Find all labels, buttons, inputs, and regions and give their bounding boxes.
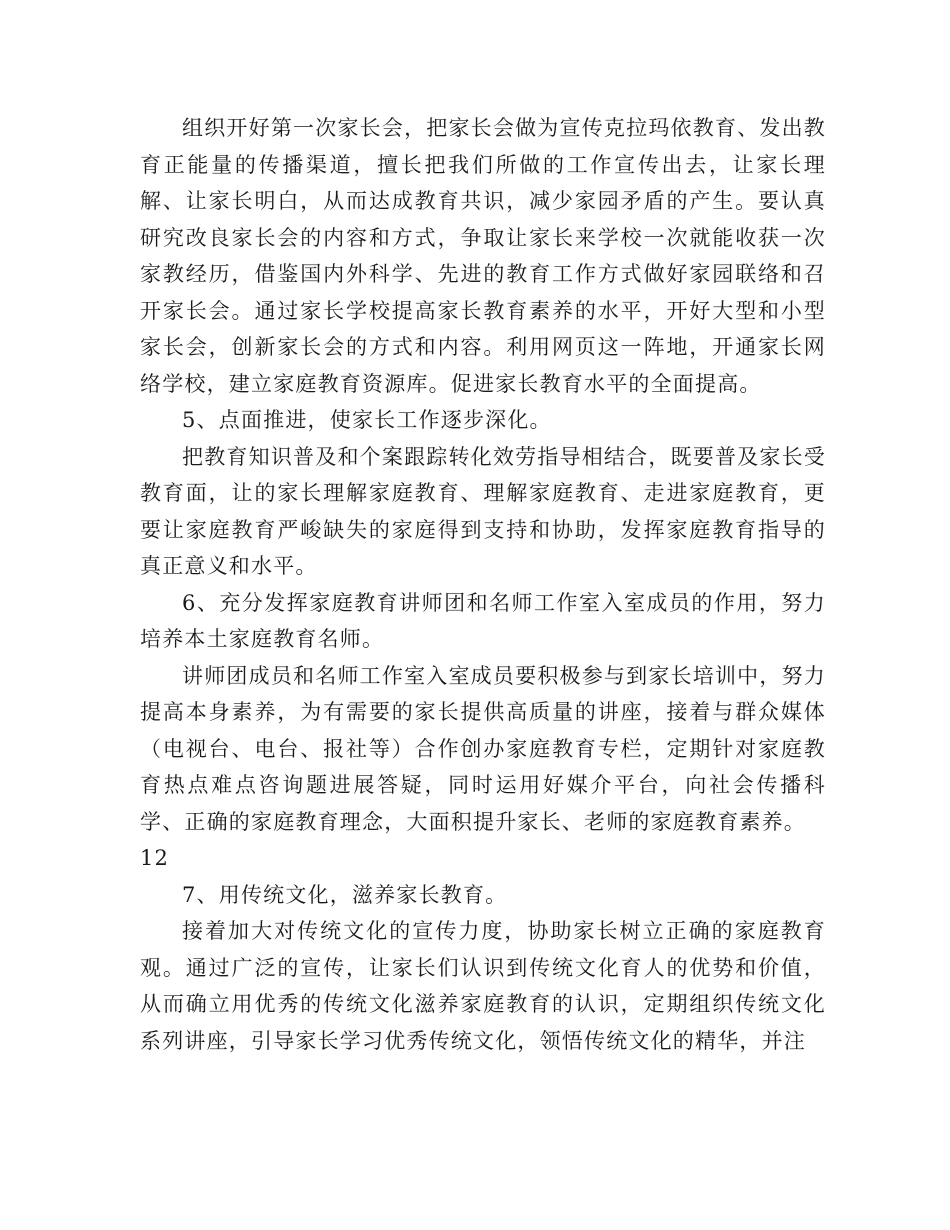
paragraph-knowledge-guidance: 把教育知识普及和个案跟踪转化效劳指导相结合，既要普及家长受教育面，让的家长理解家庭教育、理解家庭教育、走进家庭教育，更要让家庭教育严峻缺失的家庭得到支持和协助，发挥家庭教育指导的真正意义和水平。 — [140, 444, 826, 578]
paragraph-traditional-culture: 接着加大对传统文化的宣传力度，协助家长树立正确的家庭教育观。通过广泛的宣传，让家长们认识到传统文化育人的优势和价值，从而确立用优秀的传统文化滋养家庭教育的认识，定期组织传统文化系列讲座，引导家长学习优秀传统文化，领悟传统文化的精华，并注 — [140, 919, 826, 1053]
document-body — [140, 110, 826, 1059]
paragraph-parent-meeting: 组织开好第一次家长会，把家长会做为宣传克拉玛依教育、发出教育正能量的传播渠道，擅长把我们所做的工作宣传出去，让家长理解、让家长明白，从而达成教育共识，减少家园矛盾的产生。要认真研究改良家长会的内容和方式，争取让家长来学校一次就能收获一次家教经历，借鉴国内外科学、先进的教育工作方式做好家园联络和召开家长会。通过家长学校提高家长教育素养的水平，开好大型和小型家长会，创新家长会的方式和内容。利用网页这一阵地，开通家长网络学校，建立家庭教育资源库。促进家长教育水平的全面提高。 — [140, 116, 826, 396]
heading-point-7: 7、用传统文化，滋养家长教育。 — [182, 882, 508, 907]
paragraph-lecturer-group: 讲师团成员和名师工作室入室成员要积极参与到家长培训中，努力提高本身素养，为有需要的家长提供高质量的讲座，接着与群众媒体（电视台、电台、报社等）合作创办家庭教育专栏，定期针对家庭教育热点难点咨询题进展答疑，同时运用好媒介平台，向社会传播科学、正确的家庭教育理念，大面积提升家长、老师的家庭教育素养。 — [140, 663, 826, 834]
heading-point-6: 6、充分发挥家庭教育讲师团和名师工作室入室成员的作用，努力培养本土家庭教育名师。 — [140, 590, 826, 651]
heading-point-5: 5、点面推进，使家长工作逐步深化。 — [182, 408, 552, 432]
page-number-marker: 12 — [140, 846, 170, 870]
